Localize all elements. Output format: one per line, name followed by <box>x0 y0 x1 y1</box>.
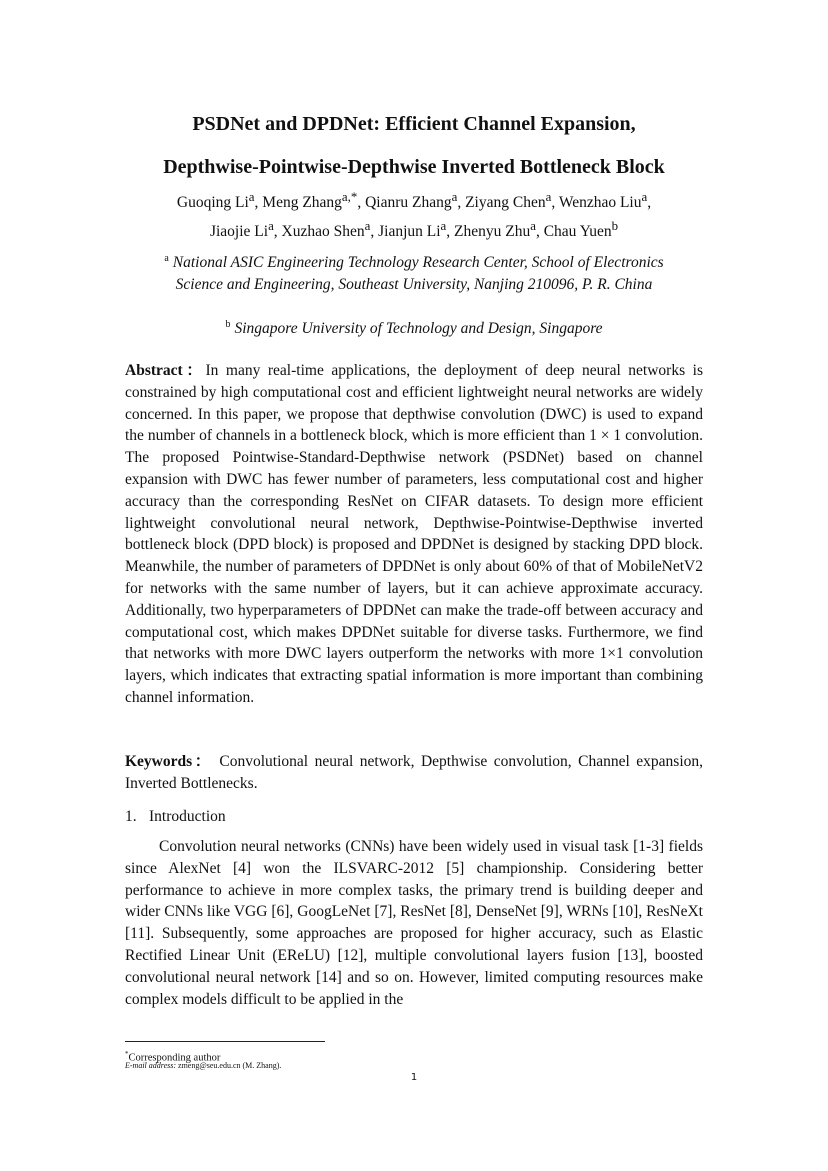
author-name: Jianjun Li <box>378 223 441 241</box>
author-affiliation-marker: a,* <box>341 189 358 204</box>
author-name: Jiaojie Li <box>209 223 269 241</box>
author-affiliation-marker: a <box>248 189 255 204</box>
footnote-marker: * <box>125 1050 129 1058</box>
author-affiliation-marker: a <box>451 189 458 204</box>
footnote-email <box>125 1060 281 1072</box>
keywords-label: Keywords： <box>125 753 213 770</box>
section-number: 1. <box>125 808 137 825</box>
section-title: Introduction <box>149 808 226 825</box>
author-separator: , <box>273 223 282 241</box>
author-separator: , <box>535 223 544 241</box>
author-affiliation-marker: a <box>440 218 447 234</box>
author-affiliation-marker: a <box>530 218 536 234</box>
paper-title-line-2: Depthwise-Pointwise-Depthwise Inverted Bottleneck Block <box>163 156 665 178</box>
author-separator: , <box>370 223 379 241</box>
author-line-1 <box>80 185 748 214</box>
author-name: Qianru Zhang <box>365 194 452 212</box>
affiliation-text: Singapore University of Technology and Design, Singapore <box>234 320 603 337</box>
page-number: 1 <box>410 1072 418 1083</box>
author-affiliation-marker: b <box>611 218 619 234</box>
author-separator: , <box>551 194 559 212</box>
author-name: Xuzhao Shen <box>281 223 365 241</box>
affiliation-a-line-1 <box>80 252 748 274</box>
paper-title-line-1: PSDNet and DPDNet: Efficient Channel Expansion, <box>192 113 636 135</box>
introduction-paragraph: Convolution neural networks (CNNs) have been widely used in visual task [1-3] fields since AlexNet [4] won the ILSVARC-2012 [5] championship. Considering better performance to achieve in more complex tasks, the primary trend is building deeper and wider CNNs like VGG [6], GoogLeNet [7], ResNet [8], DenseNet [9], WRNs [10], ResNeXt [11]. Subsequently, some approaches are proposed for higher accuracy, such as Elastic Rectified Linear Unit (EReLU) [12], multiple convolutional layers fusion [13], boosted convolutional neural network [14] and so on. However, limited computing resources make complex models difficult to be applied in the <box>125 838 703 1008</box>
author-separator: , <box>254 194 263 212</box>
author-separator: , <box>446 223 455 241</box>
author-name: Ziyang Chen <box>465 194 546 212</box>
author-affiliation-marker: a <box>268 218 274 234</box>
author-line-2 <box>80 214 748 243</box>
author-affiliation-marker: a <box>364 218 371 234</box>
author-name: Chau Yuen <box>543 223 612 241</box>
affiliation-b <box>80 318 748 340</box>
affiliation-a <box>80 252 748 296</box>
affiliation-a-line-2: Science and Engineering, Southeast University, Nanjing 210096, P. R. China <box>175 276 653 293</box>
footnote-divider <box>125 1041 325 1042</box>
abstract <box>125 360 703 709</box>
author-affiliation-marker: a <box>641 189 648 204</box>
affiliation-marker: b <box>225 318 231 330</box>
author-separator: , <box>647 194 652 212</box>
abstract-text: In many real-time applications, the deployment of deep neural networks is constrained by high computational cost and efficient lightweight neural networks are widely concerned. In this paper, we propose that depthwise convolution (DWC) is used to expand the number of channels in a bottleneck block, which is more efficient than 1 × 1 convolution. The proposed Pointwise-Standard-Depthwise network (PSDNet) based on channel expansion with DWC has fewer number of parameters, less computational cost and higher accuracy than the corresponding ResNet on CIFAR datasets. To design more efficient lightweight convolutional neural network, Depthwise-Pointwise-Depthwise inverted bottleneck block (DPD block) is proposed and DPDNet is designed by stacking DPD block. Meanwhile, the number of parameters of DPDNet is only about 60% of that of MobileNetV2 for networks with the same number of layers, but it can achieve approximate accuracy. Additionally, two hyperparameters of DPDNet can make the trade-off between accuracy and computational cost, which makes DPDNet suitable for diverse tasks. Furthermore, we find that networks with more DWC layers outperform the networks with more 1×1 convolution layers, which indicates that extracting spatial information is more important than combining channel information. <box>125 362 703 706</box>
author-name: Zhenyu Zhu <box>454 223 531 241</box>
keywords <box>125 751 703 795</box>
keywords-text: Convolutional neural network, Depthwise convolution, Channel expansion, Inverted Bottlenecks. <box>125 753 703 792</box>
author-separator: , <box>457 194 466 212</box>
author-affiliation-marker: a <box>545 189 552 204</box>
author-list <box>80 185 748 243</box>
abstract-label: Abstract： <box>125 362 206 379</box>
author-name: Guoqing Li <box>176 194 249 212</box>
affiliation-marker: a <box>164 252 169 264</box>
author-separator: , <box>357 194 366 212</box>
affiliation-text: National ASIC Engineering Technology Research Center, School of Electronics <box>172 254 664 271</box>
section-heading <box>125 806 226 828</box>
footnote-email-text: zmeng@seu.edu.cn (M. Zhang). <box>178 1061 282 1070</box>
author-name: Meng Zhang <box>262 194 342 212</box>
footnote-corresponding-text: Corresponding author <box>128 1052 221 1064</box>
footnote-email-label: E-mail address: <box>125 1061 177 1070</box>
author-name: Wenzhao Liu <box>558 194 642 212</box>
